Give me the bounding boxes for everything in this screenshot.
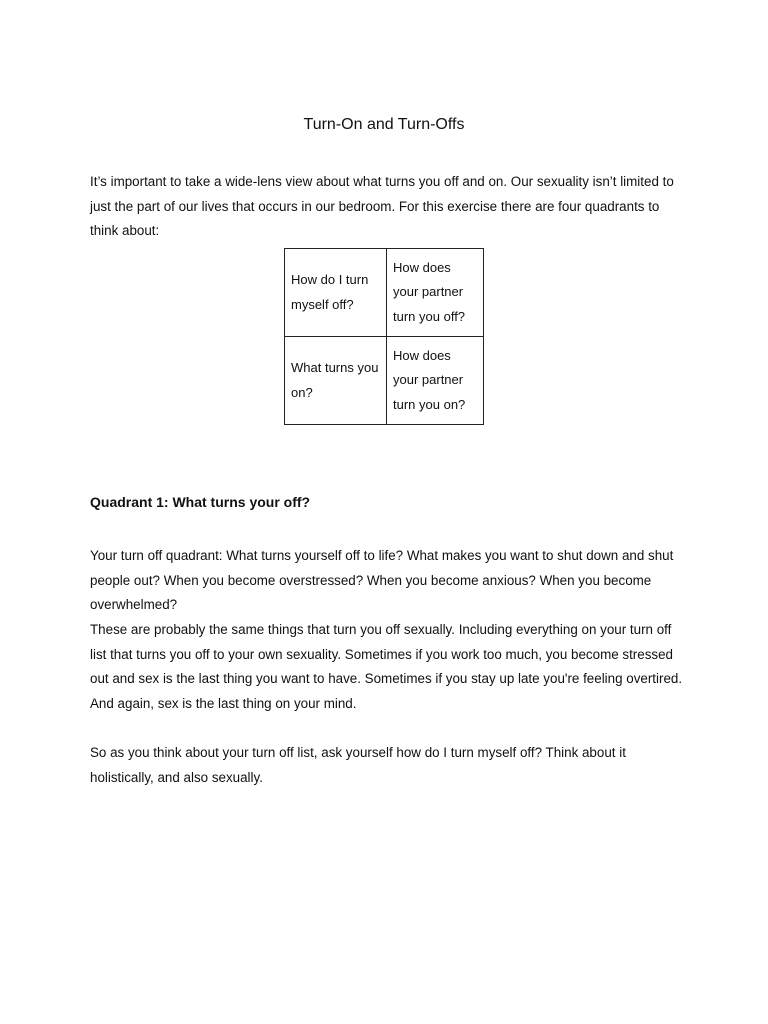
intro-paragraph: It’s important to take a wide-lens view about what turns you off and on. Our sexuality isn’t limited to just the part of our lives that occurs in our bedroom. For this exercise there are four quadrants to think about: [90, 174, 674, 239]
cell-text: How does your partner turn you on? [393, 347, 466, 412]
section-heading-quadrant-1: Quadrant 1: What turns your off? [90, 494, 311, 510]
quadrant-cell-top-left [285, 249, 387, 337]
cell-text: How do I turn myself off? [291, 271, 369, 312]
table-row [285, 249, 484, 337]
document-title: Turn-On and Turn-Offs [303, 116, 465, 133]
table-row [285, 337, 484, 425]
quadrant-1-paragraph-1: Your turn off quadrant: What turns yourself off to life? What makes you want to shut down and shut people out? When you become overstressed? When you become anxious? When you become overwhelmed? [90, 548, 674, 613]
quadrant-1-paragraph-3: So as you think about your turn off list, ask yourself how do I turn myself off? Think about it holistically, and also sexually. [90, 745, 626, 785]
quadrant-cell-bottom-left [285, 337, 387, 425]
quadrant-cell-bottom-right [387, 337, 484, 425]
cell-text: What turns you on? [291, 359, 379, 400]
quadrant-cell-top-right [387, 249, 484, 337]
quadrant-table [284, 248, 484, 425]
quadrant-1-paragraph-2: These are probably the same things that turn you off sexually. Including everything on your turn off list that turns you off to your own sexuality. Sometimes if you work too much, you become stressed out and sex is the last thing you want to have. Sometimes if you stay up late you're feeling overtired. And again, sex is the last thing on your mind. [90, 622, 683, 711]
cell-text: How does your partner turn you off? [393, 259, 466, 324]
